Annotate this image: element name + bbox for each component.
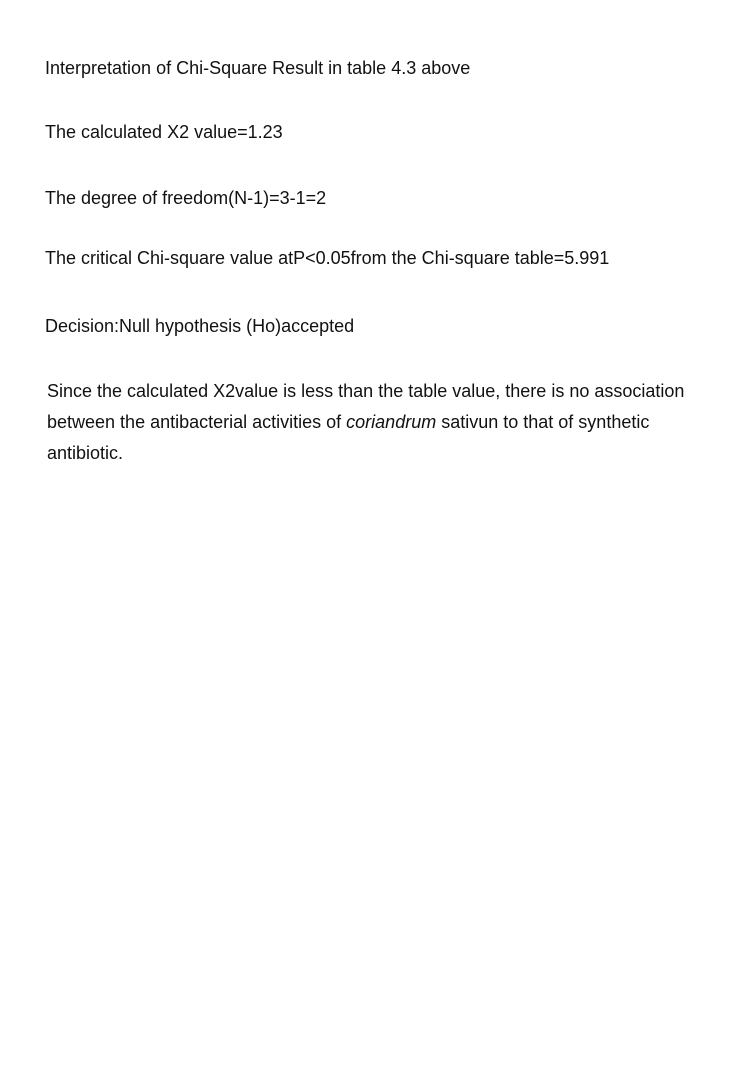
critical-value-line: The critical Chi-square value atP<0.05from the Chi-square table=5.991 [45,248,610,268]
conclusion-text-start: Since the calculated X2value is less than the table value, there is no association between the antibacterial activities of [47,381,685,432]
conclusion-text-end: sativun to that of synthetic antibiotic. [47,412,650,463]
decision-line: Decision:Null hypothesis (Ho)accepted [45,316,355,336]
degree-of-freedom-line: The degree of freedom(N-1)=3-1=2 [45,188,327,208]
interpretation-heading: Interpretation of Chi-Square Result in table 4.3 above [45,58,471,78]
conclusion-paragraph [47,376,707,469]
calculated-value-line: The calculated X2 value=1.23 [45,122,283,142]
conclusion-species-italic: coriandrum [346,412,437,432]
